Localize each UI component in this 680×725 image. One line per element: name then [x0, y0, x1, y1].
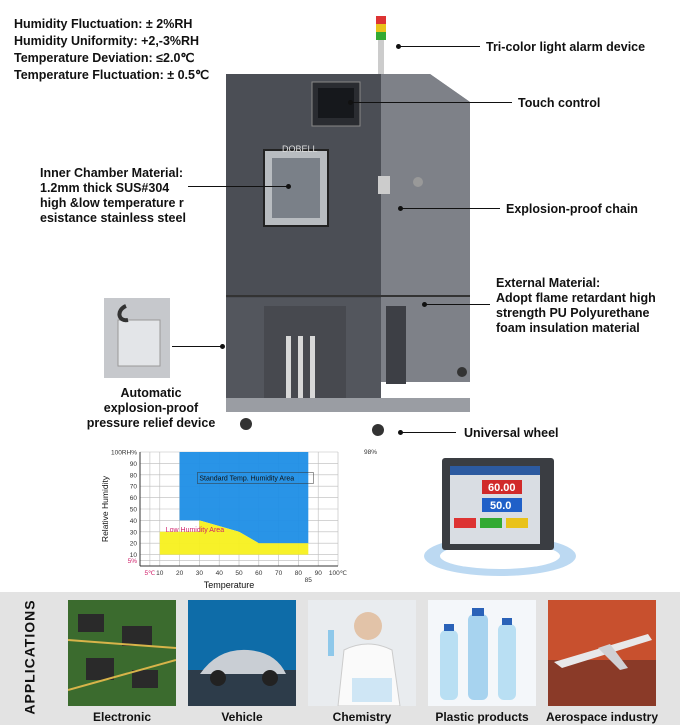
label-inner-chamber [40, 166, 186, 226]
leader-dot [220, 344, 225, 349]
leader-line [188, 186, 288, 187]
label-line: 1.2mm thick SUS#304 [40, 181, 170, 195]
electronic-photo [68, 600, 176, 706]
leader-dot [396, 44, 401, 49]
plastic-products-photo [428, 600, 536, 706]
leader-line [400, 432, 456, 433]
leader-line [398, 46, 480, 47]
label-line: strength PU Polyurethane [496, 306, 650, 320]
y-tick-label: 10 [129, 552, 137, 560]
leader-line [424, 304, 490, 305]
leader-dot [348, 100, 353, 105]
label-explosion-proof-chain: Explosion-proof chain [506, 202, 638, 216]
screen-humidity-value: 50.0 [490, 500, 512, 512]
x-tick-label: 30 [195, 570, 204, 577]
chemistry-photo [308, 600, 416, 706]
brand-label: DOBELL [282, 144, 318, 154]
caption-aerospace-industry: Aerospace industry [545, 710, 659, 724]
x-tick-label: 40 [215, 570, 223, 577]
y-tick-label: 20 [129, 540, 137, 548]
touch-screen-controller [420, 452, 580, 580]
y-tick-label: 60 [129, 495, 137, 503]
label-line: esistance stainless steel [40, 211, 186, 225]
region-label-low: Low Humidity Area [165, 526, 225, 534]
applications-title-text: APPLICATIONS [22, 599, 39, 715]
leader-line [350, 102, 512, 103]
spec-humidity-fluctuation: Humidity Fluctuation: ± 2%RH [14, 17, 193, 31]
label-line: External Material: [496, 276, 601, 290]
label-line: Inner Chamber Material: [40, 166, 184, 180]
x-tick-label: 10 [156, 570, 164, 577]
vehicle-photo [188, 600, 296, 706]
x-axis-title: Temperature [203, 580, 255, 590]
label-line: Automatic [120, 386, 182, 400]
y-tick-label: 70 [129, 483, 137, 491]
label-line: high &low temperature r [40, 196, 184, 210]
leader-dot [422, 302, 427, 307]
x-tick-label: 80 [294, 570, 303, 577]
x-tick-label: 100℃ [328, 570, 348, 577]
spec-humidity-uniformity: Humidity Uniformity: +2,-3%RH [14, 34, 200, 48]
caption-electronic: Electronic [92, 710, 152, 724]
applications-title [10, 598, 50, 716]
leader-dot [286, 184, 291, 189]
y-tick-label: 50 [129, 506, 137, 514]
y-tick-label: 80 [129, 472, 137, 480]
x-tick-label: 90 [314, 570, 322, 577]
leader-line [400, 208, 500, 209]
label-line: explosion-proof [103, 401, 199, 415]
x-tick-label: 20 [175, 570, 184, 577]
x-tick-label: 60 [255, 570, 263, 577]
x-tick-label: 70 [274, 570, 283, 577]
caption-chemistry: Chemistry [332, 710, 392, 724]
y-tick-label: 5% [127, 557, 137, 565]
relief-device-photo [104, 298, 170, 378]
label-line: foam insulation material [496, 321, 640, 335]
label-tri-color-light: Tri-color light alarm device [486, 40, 646, 54]
label-universal-wheel: Universal wheel [464, 426, 559, 440]
test-chamber-illustration [220, 10, 490, 440]
y-tick-label: 30 [129, 529, 137, 537]
caption-vehicle: Vehicle [221, 710, 263, 724]
y-tick-label: 100RH% [110, 449, 137, 457]
right-label-98: 98% [364, 449, 378, 456]
leader-line [172, 346, 224, 347]
leader-dot [398, 206, 403, 211]
aerospace-photo [548, 600, 656, 706]
x-tick-label: 5℃ [144, 570, 156, 577]
y-tick-label: 90 [129, 460, 137, 468]
spec-temperature-fluctuation: Temperature Fluctuation: ± 0.5℃ [14, 68, 210, 82]
spec-temperature-deviation: Temperature Deviation: ≤2.0℃ [14, 51, 195, 65]
y-axis-title: Relative Humidity [100, 475, 110, 543]
region-label-standard: Standard Temp. Humidity Area [199, 475, 295, 483]
leader-dot [398, 430, 403, 435]
y-tick-label: 40 [129, 517, 137, 525]
x-extra-label-85: 85 [304, 577, 312, 584]
label-line: Adopt flame retardant high [496, 291, 656, 305]
label-external-material [496, 276, 656, 336]
x-tick-label: 50 [235, 570, 243, 577]
label-pressure-relief [66, 386, 236, 431]
caption-plastic-products: Plastic products [435, 710, 529, 724]
temperature-humidity-chart [94, 444, 394, 592]
label-touch-control: Touch control [518, 96, 601, 110]
label-line: pressure relief device [86, 416, 216, 430]
screen-temp-value: 60.00 [488, 482, 516, 494]
